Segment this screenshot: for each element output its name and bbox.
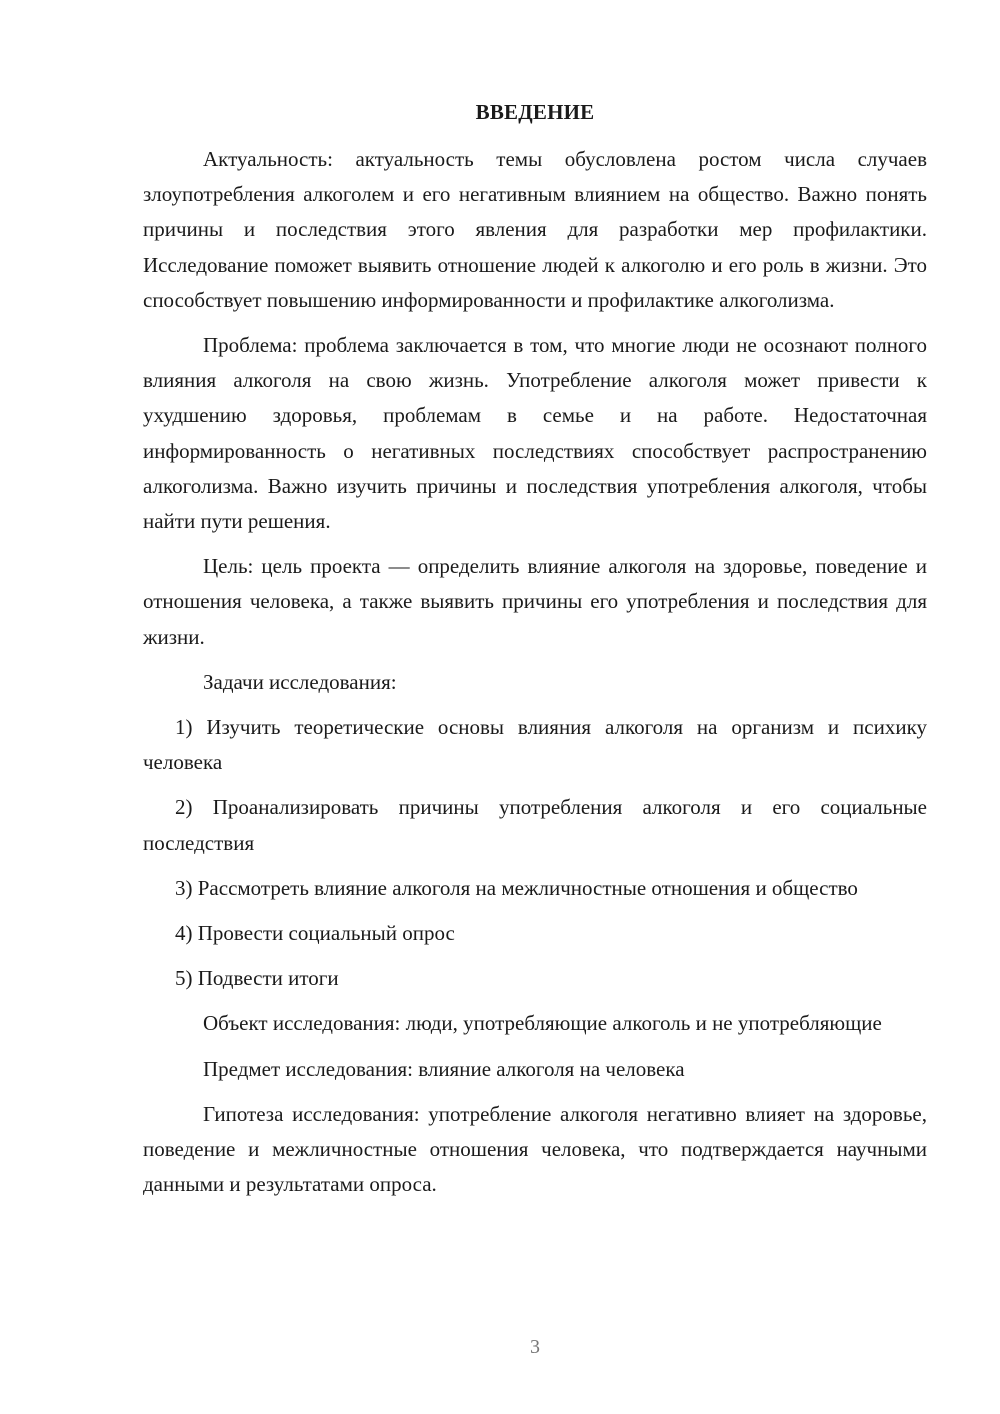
task-item-4: 4) Провести социальный опрос	[175, 921, 455, 946]
page-number: 3	[530, 1336, 540, 1358]
paragraph-problem: Проблема: проблема заключается в том, что многие люди не осознают полного влияния алкоголя на свою жизнь. Употребление алкоголя может привести к ухудшению здоровья, проблемам в семье и на работе. Недостаточная информированность о негативных последствиях способствует распространению алкоголизма. Важно изучить причины и последствия употребления алкоголя, чтобы найти пути решения.	[143, 333, 927, 534]
document-page	[143, 0, 927, 1414]
paragraph-subject: Предмет исследования: влияние алкоголя на человека	[203, 1056, 685, 1081]
task-item-1: 1) Изучить теоретические основы влияния алкоголя на организм и психику человека	[143, 715, 927, 775]
page-title: ВВЕДЕНИЕ	[475, 100, 595, 124]
paragraph-relevance: Актуальность: актуальность темы обусловлена ростом числа случаев злоупотребления алкоголем и его негативным влиянием на общество. Важно понять причины и последствия этого явления для разработки мер профилактики. Исследование поможет выявить отношение людей к алкоголю и его роль в жизни. Это способствует повышению информированности и профилактике алкоголизма.	[143, 147, 927, 312]
task-item-5: 5) Подвести итоги	[175, 966, 339, 991]
task-item-2: 2) Проанализировать причины употребления алкоголя и его социальные последствия	[143, 795, 927, 855]
paragraph-goal: Цель: цель проекта — определить влияние алкоголя на здоровье, поведение и отношения человека, а также выявить причины его употребления и последствия для жизни.	[143, 554, 927, 649]
paragraph-tasks-heading: Задачи исследования:	[203, 669, 397, 694]
task-item-3: 3) Рассмотреть влияние алкоголя на межличностные отношения и общество	[175, 875, 858, 900]
document-body	[143, 142, 927, 1212]
paragraph-object: Объект исследования: люди, употребляющие алкоголь и не употребляющие	[203, 1011, 882, 1036]
paragraph-hypothesis: Гипотеза исследования: употребление алкоголя негативно влияет на здоровье, поведение и межличностные отношения человека, что подтверждается научными данными и результатами опроса.	[143, 1101, 927, 1197]
